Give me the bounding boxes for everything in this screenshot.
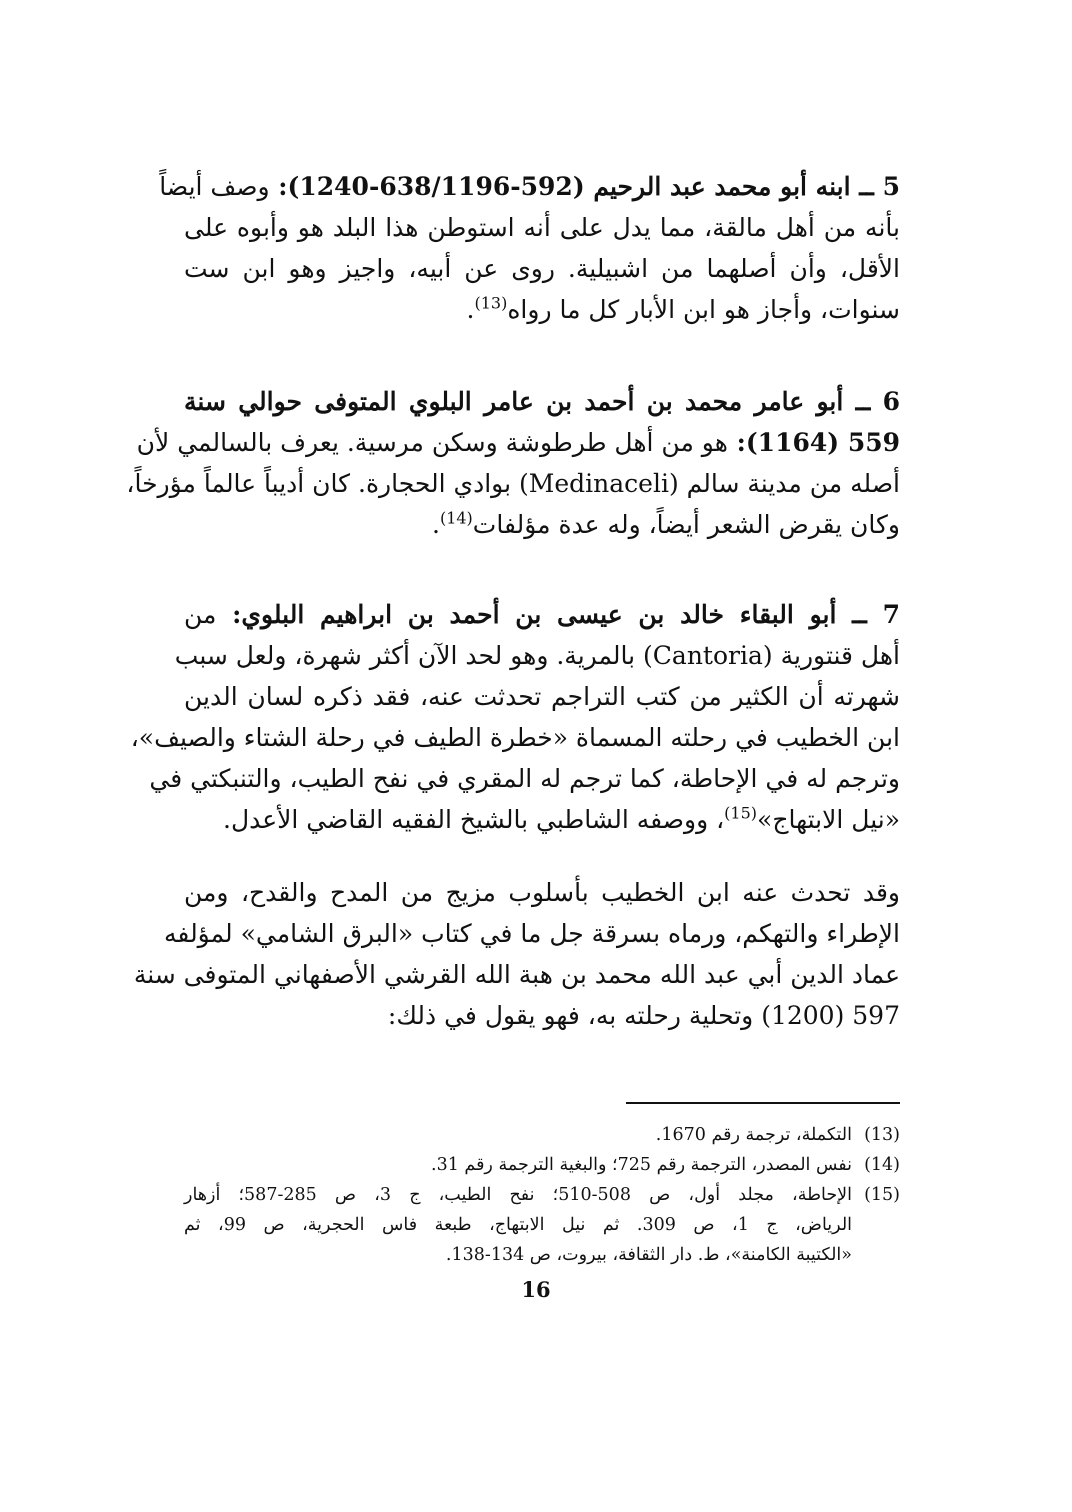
entry-text: «نيل الابتهاج» xyxy=(757,805,900,834)
text-line xyxy=(184,504,900,545)
text-line: الإطراء والتهكم، ورماه بسرقة جل ما في كتاب «البرق الشامي» لمؤلفه xyxy=(164,919,900,948)
entry-7-paragraph xyxy=(130,594,900,840)
footnotes xyxy=(184,1120,900,1270)
footnote-line: الرياض، ج 1، ص 309. ثم نيل الابتهاج، طبعة فاس الحجرية، ص 99، ثم xyxy=(184,1215,853,1235)
text-line: بأنه من أهل مالقة، مما يدل على أنه استوطن هذا البلد هو وأبوه على xyxy=(184,213,900,242)
entry-heading: 7 ــ أبو البقاء خالد بن عيسى بن أحمد بن ابراهيم البلوي: xyxy=(216,600,900,629)
text-line: شهرته أن الكثير من كتب التراجم تحدثت عنه، فقد ذكره لسان الدين xyxy=(184,682,900,711)
entry-text: . xyxy=(431,510,440,539)
text-line: أهل قنتورية (Cantoria) بالمرية. وهو لحد الآن أكثر شهرة، ولعل سبب xyxy=(174,641,900,670)
entry-heading: 6 ــ أبو عامر محمد بن أحمد بن عامر البلوي المتوفى حوالي سنة xyxy=(184,387,900,416)
entry-text: وكان يقرض الشعر أيضاً، وله عدة مؤلفات xyxy=(472,510,900,539)
text-line: وترجم له في الإحاطة، كما ترجم له المقري في نفح الطيب، والتنبكتي في xyxy=(149,764,900,793)
footnote-line: نفس المصدر، الترجمة رقم 725؛ والبغية الترجمة رقم 31. xyxy=(431,1155,852,1175)
text-line xyxy=(159,166,900,207)
text-line: ابن الخطيب في رحلته المسماة «خطرة الطيف في رحلة الشتاء والصيف»، xyxy=(130,723,900,752)
entry-text: . xyxy=(466,295,475,324)
footnote-15 xyxy=(184,1180,900,1270)
entry-6-paragraph xyxy=(126,381,900,545)
closing-paragraph xyxy=(133,872,900,1036)
entry-5-paragraph xyxy=(159,166,900,330)
footnote-text xyxy=(184,1150,852,1180)
page-number: 16 xyxy=(521,1277,551,1302)
footnote-text xyxy=(184,1120,852,1150)
footnote-ref: (14) xyxy=(439,508,473,528)
entry-text: من xyxy=(184,600,217,629)
entry-heading: 559 (1164): xyxy=(727,428,900,457)
entry-heading: 5 ــ ابنه أبو محمد عبد الرحيم (592-638/1196-1240): xyxy=(269,172,900,201)
entry-text: سنوات، وأجاز هو ابن الأبار كل ما رواه xyxy=(507,295,900,324)
entry-text: وصف أيضاً xyxy=(159,172,270,201)
footnote-number: (15) xyxy=(864,1185,900,1205)
text-line xyxy=(184,594,900,635)
entry-text: ، ووصفه الشاطبي بالشيخ الفقيه القاضي الأعدل. xyxy=(223,805,725,834)
footnote-number: (14) xyxy=(864,1155,900,1175)
text-line: عماد الدين أبي عبد الله محمد بن هبة الله القرشي الأصفهاني المتوفى سنة xyxy=(133,960,900,989)
footnote-line: التكملة، ترجمة رقم 1670. xyxy=(655,1125,852,1145)
text-line xyxy=(184,289,900,330)
text-line xyxy=(136,422,900,463)
footnote-separator xyxy=(626,1102,900,1104)
text-line: 597 (1200) وتحلية رحلته به، فهو يقول في ذلك: xyxy=(387,1001,900,1030)
text-line: وقد تحدث عنه ابن الخطيب بأسلوب مزيج من المدح والقدح، ومن xyxy=(184,878,900,907)
text-line: الأقل، وأن أصلهما من اشبيلية. روى عن أبيه، واجيز وهو ابن ست xyxy=(184,254,900,283)
footnote-14 xyxy=(184,1150,900,1180)
text-line: أصله من مدينة سالم (Medinaceli) بوادي الحجارة. كان أديباً عالماً مؤرخاً، xyxy=(126,469,900,498)
footnote-13 xyxy=(184,1120,900,1150)
text-line xyxy=(184,381,900,422)
entry-text: هو من أهل طرطوشة وسكن مرسية. يعرف بالسالمي لأن xyxy=(136,428,728,457)
footnote-number: (13) xyxy=(864,1125,900,1145)
footnote-line: الإحاطة، مجلد أول، ص 508-510؛ نفح الطيب، ج 3، ص 285-587؛ أزهار xyxy=(184,1185,853,1205)
text-line xyxy=(184,799,900,840)
footnote-line: «الكتيبة الكامنة»، ط. دار الثقافة، بيروت، ص 134-138. xyxy=(445,1245,852,1265)
footnote-text xyxy=(184,1180,852,1270)
footnote-ref: (13) xyxy=(474,293,508,313)
footnote-ref: (15) xyxy=(724,803,758,823)
